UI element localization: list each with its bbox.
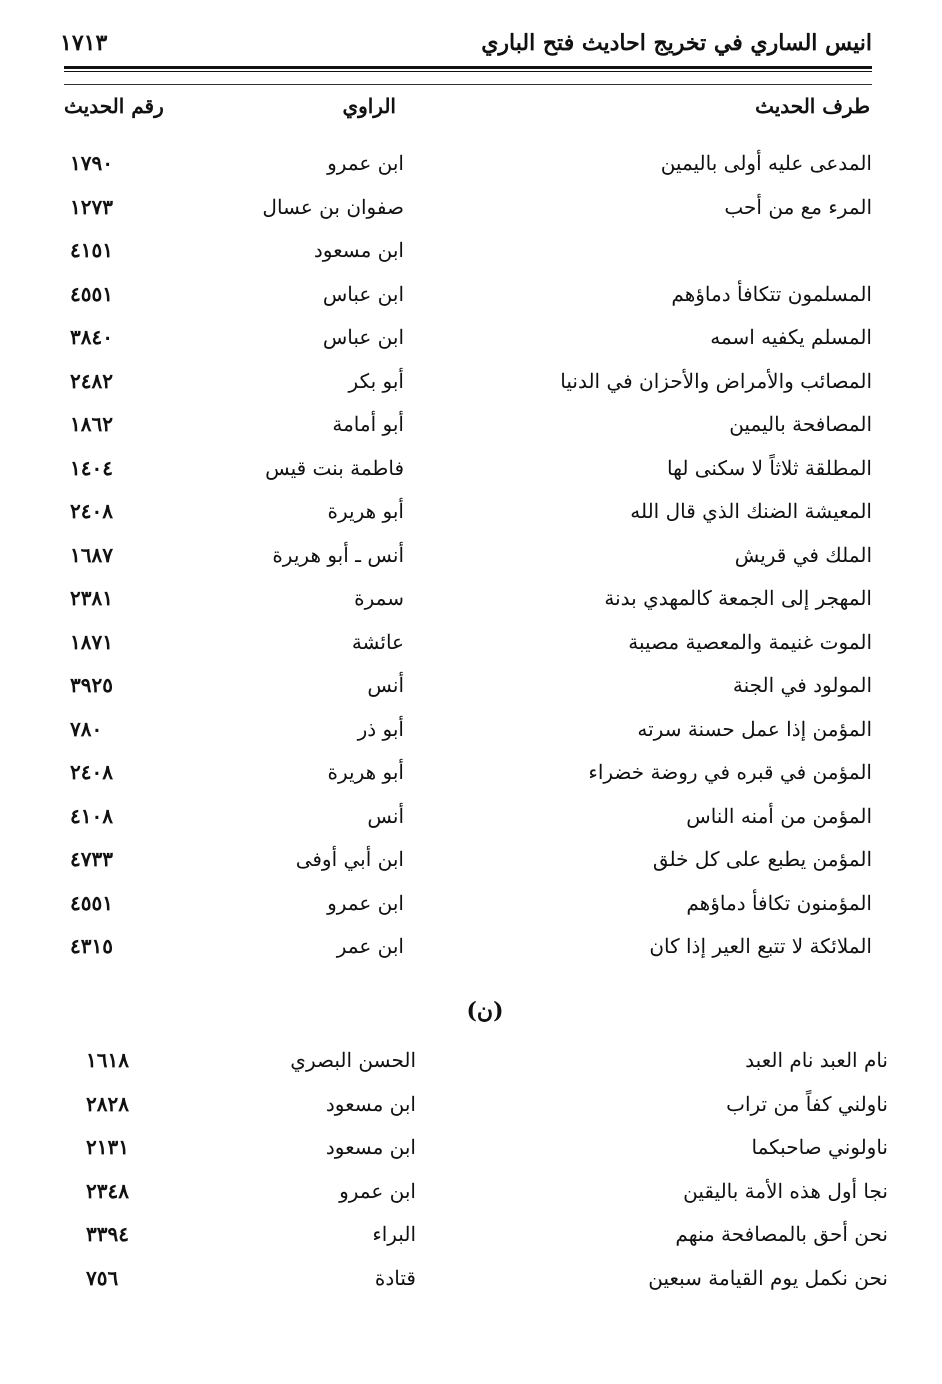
table-row <box>64 667 872 711</box>
book-title: انيس الساري في تخريج احاديث فتح الباري <box>481 30 872 56</box>
hadith-text: المؤمن إذا عمل حسنة سرته <box>637 716 872 741</box>
table-row <box>64 145 872 189</box>
column-header-hadith-number: رقم الحديث <box>64 94 164 118</box>
table-row <box>76 1129 888 1173</box>
narrator: سمرة <box>354 586 404 610</box>
hadith-text: الملائكة لا تتبع العير إذا كان <box>649 934 872 958</box>
header-rule-thick <box>64 66 872 69</box>
running-head <box>60 28 872 68</box>
narrator: ابن عمرو <box>339 1178 416 1203</box>
narrator: أنس <box>367 673 404 697</box>
narrator: أنس ـ أبو هريرة <box>272 542 404 567</box>
hadith-number: ٣٩٢٥ <box>70 673 113 697</box>
narrator: صفوان بن عسال <box>262 194 404 219</box>
header-rule-thin <box>64 71 872 72</box>
table-row <box>64 276 872 320</box>
hadith-number: ٣٣٩٤ <box>86 1222 129 1246</box>
table-row <box>64 406 872 450</box>
hadith-number: ٢٣٤٨ <box>86 1178 129 1203</box>
table-row <box>64 319 872 363</box>
table-row <box>64 711 872 755</box>
hadith-text: ناولوني صاحبكما <box>751 1135 888 1159</box>
table-row <box>64 841 872 885</box>
hadith-text: المطلقة ثلاثاً لا سكنى لها <box>667 455 872 480</box>
table-row <box>64 798 872 842</box>
hadith-text: المهجر إلى الجمعة كالمهدي بدنة <box>604 586 872 610</box>
narrator: ابن عمرو <box>327 151 404 175</box>
narrator: أنس <box>367 803 404 828</box>
column-header-rule <box>64 84 872 85</box>
column-header-narrator: الراوي <box>342 94 396 118</box>
page-number: ١٧١٣ <box>60 30 108 56</box>
narrator: أبو هريرة <box>327 760 404 784</box>
hadith-text: المؤمنون تكافأ دماؤهم <box>686 890 872 915</box>
narrator: ابن أبي أوفى <box>295 847 404 871</box>
hadith-text: نحن أحق بالمصافحة منهم <box>675 1222 888 1246</box>
hadith-number: ٣٨٤٠ <box>70 325 113 349</box>
narrator: ابن مسعود <box>313 238 404 262</box>
hadith-number: ١٤٠٤ <box>70 455 113 480</box>
narrator: الحسن البصري <box>290 1048 416 1072</box>
hadith-text: ناولني كفاً من تراب <box>726 1091 888 1116</box>
hadith-text: المؤمن من أمنه الناس <box>686 803 872 828</box>
hadith-text: المولود في الجنة <box>732 673 872 697</box>
hadith-text: نحن نكمل يوم القيامة سبعين <box>648 1265 888 1290</box>
hadith-text: المصائب والأمراض والأحزان في الدنيا <box>560 368 872 393</box>
narrator: أبو أمامة <box>332 412 404 436</box>
table-row <box>64 885 872 929</box>
table-row <box>64 363 872 407</box>
table-row <box>64 493 872 537</box>
narrator: أبو هريرة <box>327 499 404 523</box>
hadith-text: المؤمن في قبره في روضة خضراء <box>588 760 872 784</box>
hadith-number: ١٨٦٢ <box>70 412 113 436</box>
table-row <box>76 1216 888 1260</box>
hadith-text: المؤمن يطبع على كل خلق <box>652 847 872 871</box>
table-row <box>76 1173 888 1217</box>
narrator: أبو ذر <box>357 716 404 741</box>
hadith-number: ٢٣٨١ <box>70 586 113 610</box>
narrator: ابن مسعود <box>325 1135 416 1159</box>
table-row <box>64 754 872 798</box>
narrator: ابن عباس <box>322 281 404 306</box>
hadith-text: المدعى عليه أولى باليمين <box>660 151 872 175</box>
hadith-text: المسلمون تتكافأ دماؤهم <box>671 281 872 306</box>
hadith-text: المسلم يكفيه اسمه <box>710 325 872 349</box>
hadith-number: ١٨٧١ <box>70 629 113 654</box>
table-row <box>64 580 872 624</box>
hadith-number: ٤١٠٨ <box>70 803 113 828</box>
column-header-hadith-text: طرف الحديث <box>755 94 870 118</box>
table-row <box>64 450 872 494</box>
narrator: ابن عمرو <box>327 890 404 915</box>
hadith-number: ٢٤٠٨ <box>70 760 113 784</box>
table-row <box>76 1260 888 1304</box>
hadith-number: ٢٤٨٢ <box>70 368 113 393</box>
hadith-number: ٢٨٢٨ <box>86 1091 129 1116</box>
hadith-text: نام العبد نام العبد <box>745 1048 888 1072</box>
index-table-section-1 <box>64 145 872 972</box>
narrator: فاطمة بنت قيس <box>265 455 404 480</box>
index-table-section-2 <box>76 1042 888 1303</box>
hadith-text: المرء مع من أحب <box>724 194 872 219</box>
hadith-number: ١٦٨٧ <box>70 542 113 567</box>
hadith-number: ٤١٥١ <box>70 238 113 262</box>
hadith-number: ١٧٩٠ <box>70 151 113 175</box>
hadith-number: ٢١٣١ <box>86 1135 129 1159</box>
narrator: عائشة <box>351 629 404 654</box>
column-headers <box>64 94 872 128</box>
table-row <box>64 624 872 668</box>
hadith-number: ٧٥٦ <box>86 1265 119 1290</box>
section-letter-heading: (ن) <box>466 998 504 1024</box>
hadith-number: ١٦١٨ <box>86 1048 129 1072</box>
hadith-number: ٢٤٠٨ <box>70 499 113 523</box>
hadith-text: الموت غنيمة والمعصية مصيبة <box>628 629 872 654</box>
hadith-text: المعيشة الضنك الذي قال الله <box>630 499 872 523</box>
table-row <box>64 189 872 233</box>
table-row <box>64 537 872 581</box>
narrator: ابن عمر <box>336 934 404 958</box>
hadith-number: ٧٨٠ <box>70 716 103 741</box>
hadith-text: الملك في قريش <box>734 542 872 567</box>
table-row <box>64 928 872 972</box>
hadith-text: نجا أول هذه الأمة باليقين <box>683 1178 888 1203</box>
hadith-number: ٤٧٣٣ <box>70 847 113 871</box>
narrator: قتادة <box>374 1265 416 1290</box>
narrator: أبو بكر <box>348 368 404 393</box>
hadith-number: ٤٥٥١ <box>70 890 113 915</box>
narrator: ابن مسعود <box>325 1091 416 1116</box>
narrator: البراء <box>372 1222 416 1246</box>
narrator: ابن عباس <box>322 325 404 349</box>
hadith-number: ١٢٧٣ <box>70 194 113 219</box>
hadith-number: ٤٥٥١ <box>70 281 113 306</box>
hadith-text: المصافحة باليمين <box>729 412 872 436</box>
table-row <box>64 232 872 276</box>
table-row <box>76 1086 888 1130</box>
table-row <box>76 1042 888 1086</box>
hadith-number: ٤٣١٥ <box>70 934 113 958</box>
